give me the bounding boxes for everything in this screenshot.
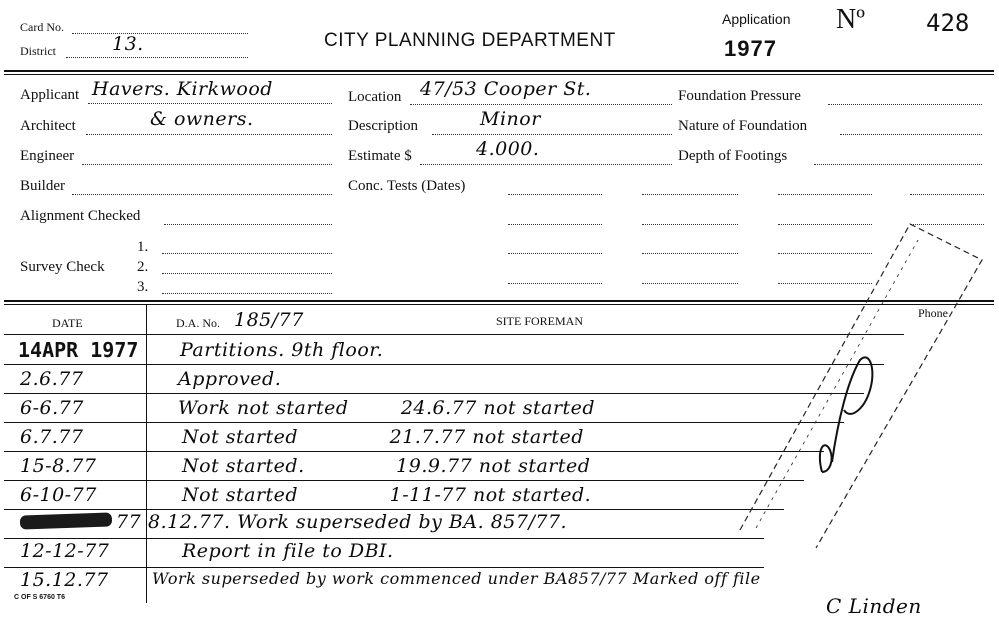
architect-label: Architect	[20, 118, 76, 134]
log-date: 6.7.77	[20, 426, 84, 448]
date-header: DATE	[52, 316, 83, 330]
district-label: District	[20, 44, 56, 58]
conc-test-line-1	[508, 194, 602, 195]
conc-tests-label: Conc. Tests (Dates)	[348, 178, 466, 194]
log-entry: 8.12.77. Work superseded by BA. 857/77.	[148, 511, 568, 533]
log-entry: Report in file to DBI.	[182, 540, 394, 562]
diagonal-stamp-mark	[720, 210, 990, 550]
row-line	[4, 509, 784, 510]
log-entry: Work not started 24.6.77 not started	[178, 397, 596, 419]
applicant-line	[88, 103, 332, 104]
log-entry: Not started 1-11-77 not started.	[182, 484, 592, 506]
description-value: Minor	[480, 108, 541, 130]
depth-footings-line	[814, 164, 982, 165]
application-year: 1977	[724, 36, 777, 61]
foundation-pressure-line	[828, 104, 982, 105]
engineer-label: Engineer	[20, 148, 75, 164]
log-entry: Not started 21.7.77 not started	[182, 426, 584, 448]
da-no-label: D.A. No.	[176, 316, 220, 330]
site-foreman-header: SITE FOREMAN	[496, 314, 584, 328]
log-date: 6-10-77	[20, 484, 97, 506]
survey-1-label: 1.	[137, 239, 149, 255]
log-date: 14APR 1977	[18, 338, 139, 362]
row-line	[4, 451, 824, 452]
engineer-line	[82, 164, 332, 165]
architect-value: & owners.	[150, 108, 254, 130]
log-date: 2.6.77	[20, 368, 84, 390]
row-line	[4, 422, 844, 423]
builder-label: Builder	[20, 178, 65, 194]
estimate-line	[420, 164, 672, 165]
log-entry: Partitions. 9th floor.	[180, 339, 384, 361]
phone-header: Phone	[918, 306, 948, 320]
form-code: C OF S 6760 T6	[14, 594, 65, 601]
alignment-line	[164, 224, 332, 225]
depth-footings-label: Depth of Footings	[678, 148, 788, 164]
location-label: Location	[348, 89, 402, 105]
conc-test-line-3	[778, 194, 872, 195]
estimate-value: 4.000.	[476, 138, 540, 160]
conc-test-line-9	[508, 253, 602, 254]
district-value: 13.	[112, 33, 144, 55]
estimate-label: Estimate $	[348, 148, 412, 164]
survey-2-label: 2.	[137, 259, 149, 275]
row-line	[4, 480, 804, 481]
da-no-value: 185/77	[234, 309, 304, 331]
conc-test-line-4	[910, 194, 984, 195]
header-divider-bottom	[4, 74, 994, 75]
log-entry: Work superseded by work commenced under BA857/77 Marked off file	[152, 569, 761, 588]
log-date: 15-8.77	[20, 455, 97, 477]
log-date: 12-12-77	[20, 540, 110, 562]
card-no-line	[72, 33, 248, 34]
conc-test-line-12	[508, 283, 602, 284]
log-date: 15.12.77	[20, 569, 109, 591]
row-line	[4, 538, 764, 539]
district-line	[66, 57, 248, 58]
architect-line	[86, 134, 332, 135]
location-value: 47/53 Cooper St.	[420, 78, 592, 100]
log-entry: Approved.	[178, 368, 282, 390]
survey-2-line	[162, 273, 332, 274]
log-entry: Not started. 19.9.77 not started	[182, 455, 591, 477]
header-divider-top	[4, 70, 994, 72]
description-label: Description	[348, 118, 418, 134]
nature-foundation-label: Nature of Foundation	[678, 118, 808, 134]
survey-1-line	[162, 253, 332, 254]
location-line	[410, 104, 672, 105]
number-symbol: Nº	[836, 4, 865, 35]
signature: C Linden	[826, 594, 922, 618]
application-label: Application	[722, 11, 791, 27]
scribbled-date-mark	[20, 512, 112, 529]
description-line	[432, 134, 672, 135]
survey-3-label: 3.	[137, 279, 149, 295]
survey-3-line	[162, 293, 332, 294]
conc-test-line-5	[508, 224, 602, 225]
page-title: CITY PLANNING DEPARTMENT	[324, 30, 616, 51]
survey-label: Survey Check	[20, 259, 105, 275]
conc-test-line-2	[642, 194, 738, 195]
log-date: 6-6.77	[20, 397, 84, 419]
application-number: 428	[926, 9, 970, 37]
applicant-value: Havers. Kirkwood	[92, 78, 273, 100]
card-no-label: Card No.	[20, 20, 64, 34]
log-date: 77	[116, 511, 142, 533]
builder-line	[72, 194, 332, 195]
alignment-label: Alignment Checked	[20, 208, 141, 224]
applicant-label: Applicant	[20, 87, 80, 103]
foundation-pressure-label: Foundation Pressure	[678, 88, 801, 104]
row-line	[4, 567, 764, 568]
nature-foundation-line	[840, 134, 982, 135]
date-column-divider	[146, 305, 147, 603]
